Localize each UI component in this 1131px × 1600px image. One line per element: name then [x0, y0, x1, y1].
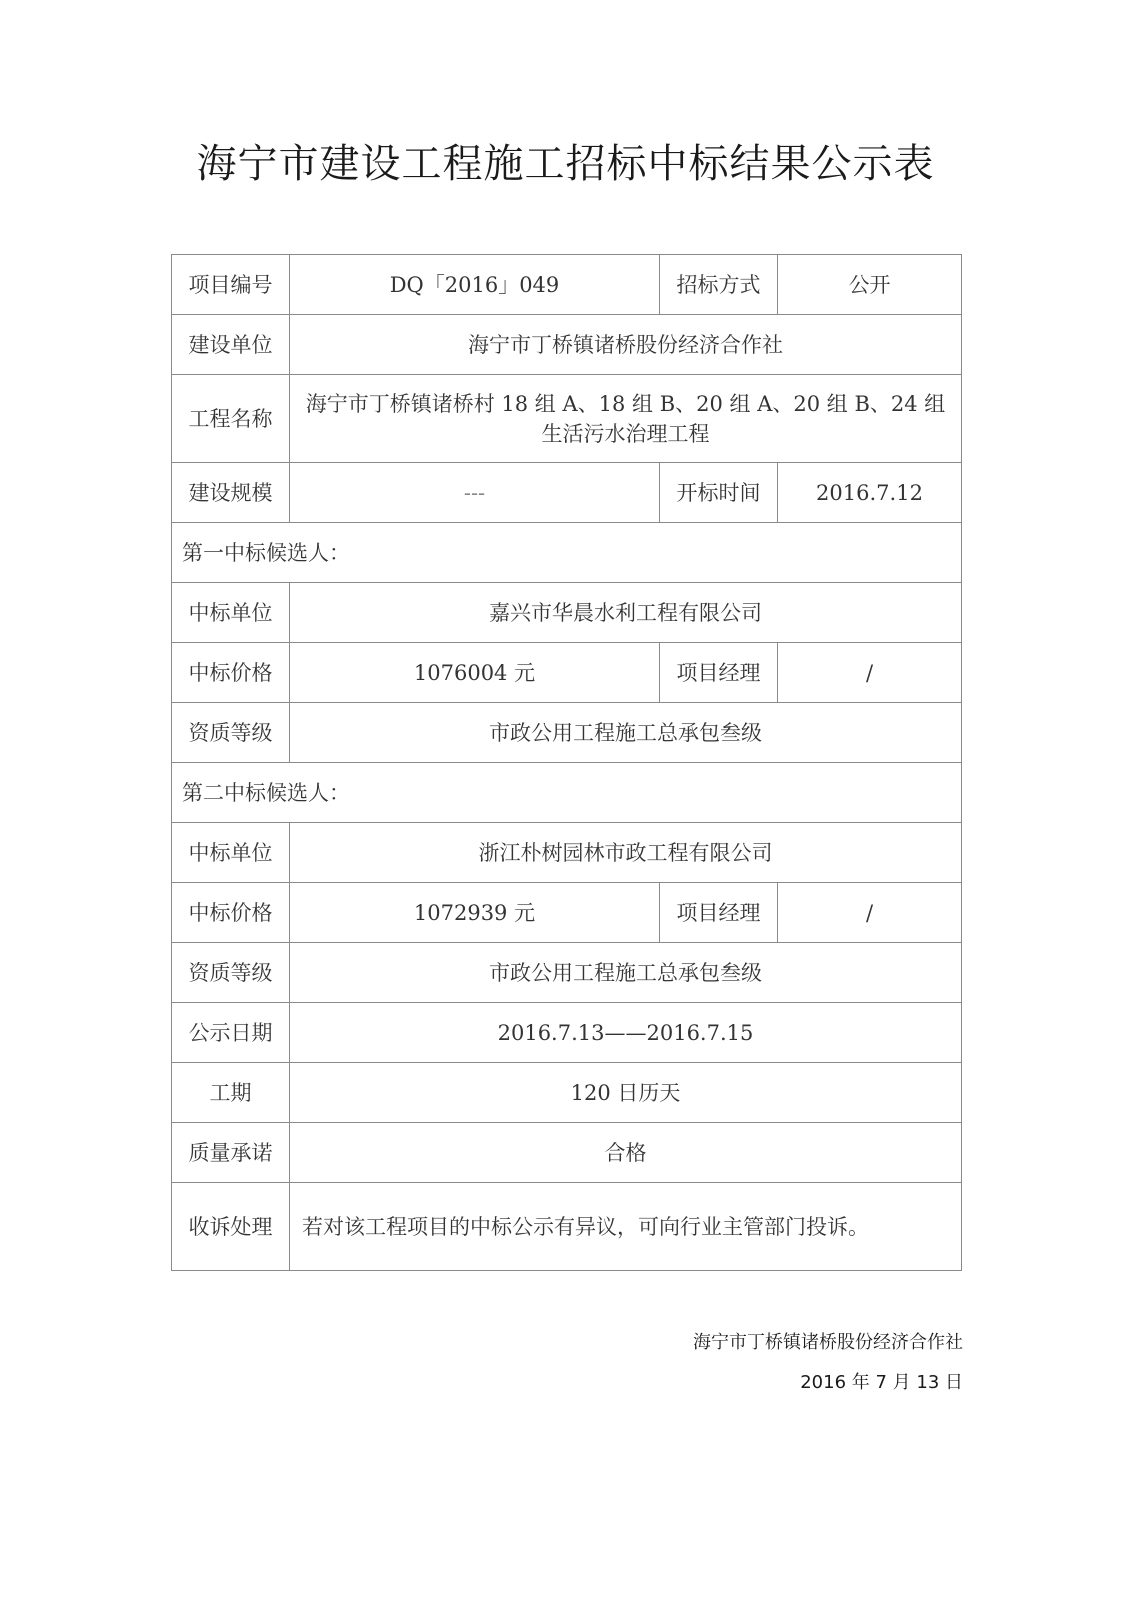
open-time-label: 开标时间 [660, 463, 778, 523]
winning-price-label: 中标价格 [172, 643, 290, 703]
table-row [172, 1183, 962, 1271]
winning-price-label: 中标价格 [172, 883, 290, 943]
table-row [172, 1123, 962, 1183]
project-name-value: 海宁市丁桥镇诸桥村 18 组 A、18 组 B、20 组 A、20 组 B、24 组生活污水治理工程 [290, 375, 962, 463]
owner-value: 海宁市丁桥镇诸桥股份经济合作社 [290, 315, 962, 375]
bid-method-value: 公开 [778, 255, 962, 315]
duration-value: 120 日历天 [290, 1063, 962, 1123]
project-manager-value: / [778, 643, 962, 703]
winning-price-value: 1072939 元 [290, 883, 660, 943]
winning-price-value: 1076004 元 [290, 643, 660, 703]
table-row [172, 943, 962, 1003]
qualification-label: 资质等级 [172, 943, 290, 1003]
table-row [172, 315, 962, 375]
issuing-organization: 海宁市丁桥镇诸桥股份经济合作社 [693, 1332, 963, 1353]
table-row [172, 1063, 962, 1123]
project-manager-label: 项目经理 [660, 643, 778, 703]
publicity-date-label: 公示日期 [172, 1003, 290, 1063]
table-row [172, 883, 962, 943]
winning-unit-label: 中标单位 [172, 823, 290, 883]
complaint-label: 收诉处理 [172, 1183, 290, 1271]
first-candidate-heading: 第一中标候选人： [172, 523, 962, 583]
table-row [172, 763, 962, 823]
winning-unit-label: 中标单位 [172, 583, 290, 643]
table-row [172, 703, 962, 763]
issue-date: 2016 年 7 月 13 日 [800, 1372, 963, 1393]
project-number-value: DQ「2016」049 [290, 255, 660, 315]
qualification-label: 资质等级 [172, 703, 290, 763]
table-row [172, 463, 962, 523]
table-row [172, 1003, 962, 1063]
owner-label: 建设单位 [172, 315, 290, 375]
open-time-value: 2016.7.12 [778, 463, 962, 523]
project-manager-value: / [778, 883, 962, 943]
table-row [172, 255, 962, 315]
project-manager-label: 项目经理 [660, 883, 778, 943]
qualification-value: 市政公用工程施工总承包叁级 [290, 703, 962, 763]
second-candidate-heading: 第二中标候选人： [172, 763, 962, 823]
table-row [172, 523, 962, 583]
quality-value: 合格 [290, 1123, 962, 1183]
quality-label: 质量承诺 [172, 1123, 290, 1183]
project-name-label: 工程名称 [172, 375, 290, 463]
scale-label: 建设规模 [172, 463, 290, 523]
table-row [172, 583, 962, 643]
project-number-label: 项目编号 [172, 255, 290, 315]
qualification-value: 市政公用工程施工总承包叁级 [290, 943, 962, 1003]
bid-method-label: 招标方式 [660, 255, 778, 315]
winning-unit-value: 浙江朴树园林市政工程有限公司 [290, 823, 962, 883]
publicity-date-value: 2016.7.13——2016.7.15 [290, 1003, 962, 1063]
winning-unit-value: 嘉兴市华晨水利工程有限公司 [290, 583, 962, 643]
bid-result-table [171, 254, 962, 1271]
table-row [172, 375, 962, 463]
table-row [172, 823, 962, 883]
table-row [172, 643, 962, 703]
duration-label: 工期 [172, 1063, 290, 1123]
page-title: 海宁市建设工程施工招标中标结果公示表 [196, 141, 935, 187]
complaint-value: 若对该工程项目的中标公示有异议，可向行业主管部门投诉。 [290, 1183, 962, 1271]
scale-value: --- [290, 463, 660, 523]
